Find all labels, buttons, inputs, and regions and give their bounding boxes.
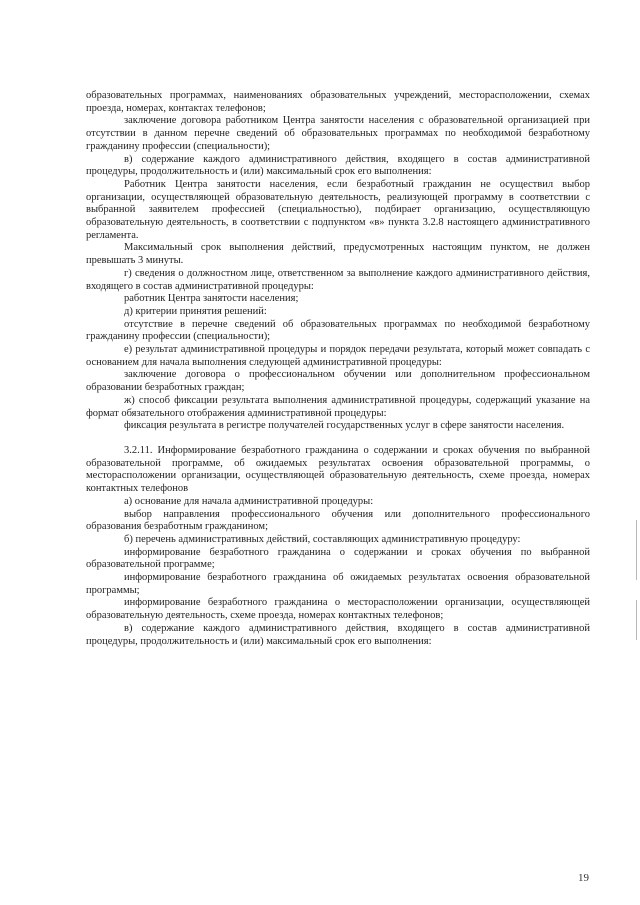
paragraph-8: д) критерии принятия решений:: [124, 305, 267, 317]
paragraph-3: в) содержание каждого административного действия, входящего в состав административной процедуры, продолжительность и (или) максимальный срок его выполнения:: [86, 153, 590, 178]
scan-edge-mark: [636, 520, 637, 580]
paragraph-11: заключение договора о профессиональном обучении или дополнительном профессиональном образовании безработных граждан;: [86, 369, 590, 394]
paragraph-16: выбор направления профессионального обучения или дополнительного профессионального образования безработным гражданином;: [86, 508, 590, 533]
paragraph-20: информирование безработного гражданина о месторасположении организации, осуществляющей образовательную деятельность, схеме проезда, номерах контактных телефонов;: [86, 597, 590, 622]
paragraph-21: в) содержание каждого административного действия, входящего в состав административной процедуры, продолжительность и (или) максимальный срок его выполнения:: [86, 622, 590, 647]
paragraph-10: е) результат административной процедуры и порядок передачи результата, который может совпадать с основанием для начала выполнения следующей административной процедуры:: [86, 344, 590, 368]
document-body: [86, 90, 590, 648]
paragraph-17: б) перечень административных действий, составляющих административную процедуру:: [124, 533, 521, 545]
paragraph-12: ж) способ фиксации результата выполнения административной процедуры, содержащий указание на формат обязательного отображения административной процедуры:: [86, 394, 590, 419]
paragraph-9: отсутствие в перечне сведений об образовательных программах по необходимой безработному гражданину профессии (специальности);: [86, 318, 590, 343]
paragraph-13: фиксация результата в регистре получателей государственных услуг в сфере занятости населения.: [124, 420, 565, 432]
page-number: 19: [578, 872, 589, 884]
paragraph-4: Работник Центра занятости населения, если безработный гражданин не осуществил выбор организации, осуществляющей образовательную деятельность, реализующей программу в соответствии с выбранной заявителем профессией (специальностью), подбирает организацию, осуществляющую образовательную деятельность, в соответствии с подпунктом «в» пункта 3.2.8 настоящего административного регламента.: [86, 178, 590, 241]
paragraph-18: информирование безработного гражданина о содержании и сроках обучения по выбранной образовательной программе;: [86, 546, 590, 571]
paragraph-15: а) основание для начала административной процедуры:: [124, 495, 374, 507]
paragraph-2: заключение договора работником Центра занятости населения с образовательной организацией при отсутствии в данном перечне сведений об образовательных программах по необходимой безработному гражданину профессии (специальности);: [86, 115, 590, 152]
paragraph-5: Максимальный срок выполнения действий, предусмотренных настоящим пунктом, не должен превышать 3 минуты.: [86, 242, 590, 267]
scan-edge-mark: [636, 600, 637, 640]
paragraph-1: образовательных программах, наименованиях образовательных учреждений, месторасположении, схемах проезда, номерах, контактах телефонов;: [86, 90, 590, 114]
section-heading-3-2-11: 3.2.11. Информирование безработного гражданина о содержании и сроках обучения по выбранной образовательной программе, об ожидаемых результатах освоения образовательной программы, о месторасположении организации, осуществляющей образовательную деятельность, схеме проезда, номерах контактных телефонов: [86, 444, 590, 495]
paragraph-6: г) сведения о должностном лице, ответственном за выполнение каждого административного действия, входящего в состав административной процедуры:: [86, 267, 590, 292]
paragraph-7: работник Центра занятости населения;: [124, 293, 299, 305]
paragraph-19: информирование безработного гражданина об ожидаемых результатах освоения образовательной программы;: [86, 572, 590, 596]
